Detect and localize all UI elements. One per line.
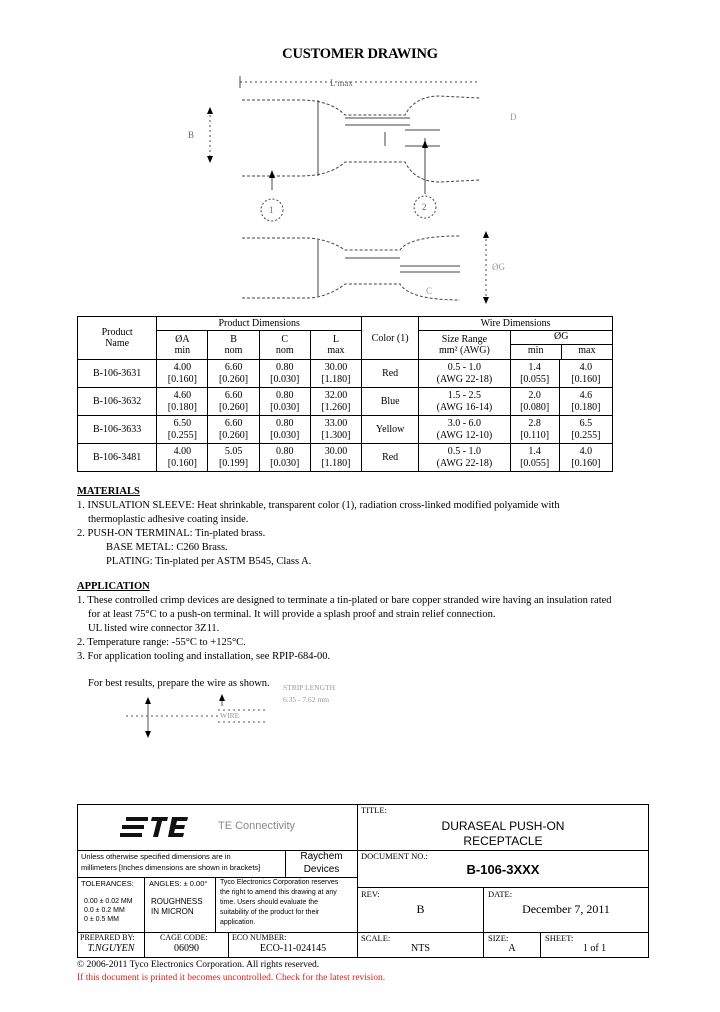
row2-awg: (AWG 16-14): [436, 401, 493, 413]
row3-name: B-106-3633: [78, 416, 157, 444]
row4-l: 30.00: [324, 445, 348, 457]
sheet-label: SHEET:: [545, 933, 574, 943]
row1-l: 30.00: [324, 361, 348, 373]
row1-c: 0.80: [276, 361, 294, 373]
application-line-4: 2. Temperature range: -55°C to +125°C.: [77, 637, 246, 648]
tolerances-label: TOLERANCES:: [81, 879, 134, 888]
row2-c-in: [0.030]: [270, 401, 300, 413]
scale-label: SCALE:: [361, 933, 391, 943]
row3-l-in: [1.300]: [321, 429, 351, 441]
title-line-1: DURASEAL PUSH-ON: [441, 819, 565, 833]
materials-line-1: 1. INSULATION SLEEVE: Heat shrinkable, transparent color (1), radiation cross-linked modified polyamide with: [77, 500, 560, 511]
rev-value: B: [416, 902, 425, 916]
dim-g-label: ØG: [492, 262, 505, 272]
row3-awg: (AWG 12-10): [436, 429, 493, 441]
row4-awg: (AWG 22-18): [436, 457, 493, 469]
row3-gmin-in: [0.110]: [520, 429, 550, 441]
dim-b-label: B: [188, 130, 195, 140]
row2-gmax-in: [0.180]: [571, 401, 601, 413]
row4-b: 5.05: [224, 445, 243, 457]
th-c-sym: C: [281, 334, 289, 345]
row4-b-in: [0.199]: [218, 457, 249, 469]
row2-size: 1.5 - 2.5: [447, 389, 482, 401]
doc-no: B-106-3XXX: [466, 862, 540, 877]
row2-c: 0.80: [276, 389, 294, 401]
row3-a-in: [0.255]: [167, 429, 197, 441]
eco-value: ECO-11-024145: [259, 943, 327, 954]
row4-size: 0.5 - 1.0: [447, 445, 482, 457]
wire-label: WIRE: [220, 711, 240, 720]
materials-line-3: 2. PUSH-ON TERMINAL: Tin-plated brass.: [77, 528, 266, 539]
dimensions-table: [77, 316, 613, 472]
th-b-unit: nom: [224, 345, 243, 356]
row1-awg: (AWG 22-18): [436, 373, 493, 385]
row3-gmax-in: [0.255]: [571, 429, 601, 441]
company-name: TE Connectivity: [218, 820, 296, 832]
eco-label: ECO NUMBER:: [232, 933, 287, 942]
row2-a-in: [0.180]: [167, 401, 197, 413]
row2-gmin-in: [0.080]: [520, 401, 550, 413]
row1-c-in: [0.030]: [270, 373, 300, 385]
row3-b-in: [0.260]: [218, 429, 249, 441]
row3-gmin: 2.8: [528, 417, 541, 429]
row4-gmax-in: [0.160]: [571, 457, 601, 469]
row3-c-in: [0.030]: [270, 429, 300, 441]
th-product-dims: Product Dimensions: [157, 317, 362, 331]
row3-a: 6.50: [173, 417, 192, 429]
dim-c-label: C: [426, 286, 433, 296]
application-line-3: UL listed wire connector 3Z11.: [88, 623, 220, 634]
th-g-min: min: [511, 345, 562, 359]
th-wire-dims: Wire Dimensions: [419, 317, 613, 331]
units-note-1: Unless otherwise specified dimensions are in: [81, 852, 231, 861]
tolerance-3: 0 ± 0.5 MM: [84, 916, 119, 923]
row1-gmax-in: [0.160]: [571, 373, 601, 385]
application-line-5: 3. For application tooling and installation, see RPIP-684-00.: [77, 651, 331, 662]
doc-no-label: DOCUMENT NO.:: [361, 851, 428, 861]
th-size-1: Size Range: [441, 334, 488, 345]
cage-value: 06090: [174, 943, 199, 954]
application-line-1: 1. These controlled crimp devices are designed to terminate a tin-plated or bare copper stranded wire having an insulation rated: [77, 595, 612, 606]
row1-a-in: [0.160]: [167, 373, 197, 385]
row2-b-in: [0.260]: [218, 401, 249, 413]
scale-value: NTS: [411, 943, 430, 954]
row4-a-in: [0.160]: [167, 457, 197, 469]
row2-l: 32.00: [324, 389, 348, 401]
row1-gmax: 4.0: [579, 361, 593, 373]
product-drawing-side: [230, 228, 510, 308]
date-label: DATE:: [488, 889, 513, 899]
strip-length-value: 6.35 - 7.62 mm: [283, 695, 330, 704]
row2-gmax: 4.6: [579, 389, 593, 401]
copyright: © 2006-2011 Tyco Electronics Corporation. All rights reserved.: [77, 960, 320, 970]
row3-c: 0.80: [276, 417, 294, 429]
row2-color: Blue: [362, 388, 419, 416]
row1-a: 4.00: [173, 361, 192, 373]
row1-b: 6.60: [224, 361, 243, 373]
prepared-label: PREPARED BY:: [80, 933, 135, 942]
page-title: CUSTOMER DRAWING: [282, 46, 438, 62]
prepared-value: T.NGUYEN: [87, 943, 135, 954]
circle-1-label: 1: [269, 205, 274, 215]
th-color: Color (1): [362, 317, 419, 360]
row4-gmin: 1.4: [528, 445, 541, 457]
rev-label: REV:: [361, 889, 380, 899]
th-a-unit: min: [174, 345, 191, 356]
th-size-2: mm² (AWG): [439, 345, 490, 356]
row1-name: B-106-3631: [78, 360, 157, 388]
dim-d-label: D: [510, 112, 517, 122]
row4-gmax: 4.0: [579, 445, 593, 457]
row1-color: Red: [362, 360, 419, 388]
row3-color: Yellow: [362, 416, 419, 444]
wire-prep-text: For best results, prepare the wire as shown.: [88, 678, 270, 689]
row4-l-in: [1.180]: [321, 457, 351, 469]
th-product-1: Product: [101, 327, 133, 338]
row1-size: 0.5 - 1.0: [447, 361, 482, 373]
uncontrolled-warning: If this document is printed it becomes uncontrolled. Check for the latest revision.: [77, 973, 386, 983]
row4-color: Red: [362, 444, 419, 472]
th-b-sym: B: [230, 334, 237, 345]
raychem-1: Raychem: [300, 851, 343, 862]
sheet-value: 1 of 1: [582, 943, 607, 954]
materials-line-5: PLATING: Tin-plated per ASTM B545, Class A.: [106, 556, 312, 567]
te-logo: [120, 815, 200, 839]
application-heading: APPLICATION: [77, 581, 150, 592]
disclaimer-4: suitability of the product for their: [220, 909, 320, 916]
row3-l: 33.00: [324, 417, 348, 429]
raychem-2: Devices: [303, 864, 340, 875]
product-drawing-top: [180, 70, 540, 230]
materials-heading: MATERIALS: [77, 486, 140, 497]
materials-line-2: thermoplastic adhesive coating inside.: [88, 514, 249, 525]
row4-c-in: [0.030]: [270, 457, 300, 469]
row3-size: 3.0 - 6.0: [447, 417, 482, 429]
row4-c: 0.80: [276, 445, 294, 457]
th-a-sym: ØA: [175, 334, 190, 345]
th-l-sym: L: [332, 334, 339, 345]
title-label: TITLE:: [361, 805, 387, 815]
angles: ANGLES: ± 0.00°: [149, 879, 208, 888]
cage-label: CAGE CODE:: [160, 933, 208, 942]
disclaimer-5: application.: [220, 919, 256, 926]
row2-l-in: [1.260]: [321, 401, 351, 413]
row3-b: 6.60: [224, 417, 243, 429]
row2-gmin: 2.0: [528, 389, 541, 401]
th-g-max: max: [578, 345, 596, 356]
row1-l-in: [1.180]: [321, 373, 351, 385]
row1-gmin-in: [0.055]: [520, 373, 550, 385]
application-line-2: for at least 75°C to a push-on terminal. It will provide a splash proof and strain relief connection.: [88, 609, 496, 620]
row4-a: 4.00: [173, 445, 192, 457]
roughness-1: ROUGHNESS: [151, 897, 203, 906]
row2-a: 4.60: [173, 389, 192, 401]
dim-l-label: L max: [330, 78, 353, 88]
row3-gmax: 6.5: [579, 417, 593, 429]
row4-gmin-in: [0.055]: [520, 457, 550, 469]
size-label: SIZE:: [488, 933, 509, 943]
row2-b: 6.60: [224, 389, 243, 401]
strip-length-label: STRIP LENGTH: [283, 683, 336, 692]
size-value: A: [508, 943, 516, 954]
row4-name: B-106-3481: [78, 444, 157, 472]
row2-name: B-106-3632: [78, 388, 157, 416]
th-g: ØG: [511, 331, 612, 345]
disclaimer-3: time. Users should evaluate the: [220, 899, 319, 906]
circle-2-label: 2: [422, 202, 427, 212]
row1-gmin: 1.4: [528, 361, 541, 373]
disclaimer-2: the right to amend this drawing at any: [220, 889, 337, 896]
wire-prep-drawing: [118, 680, 348, 750]
title-line-2: RECEPTACLE: [463, 834, 543, 848]
tolerance-1: 0.00 ± 0.02 MM: [84, 898, 133, 905]
tolerance-2: 0.0 ± 0.2 MM: [84, 907, 125, 914]
roughness-2: IN MICRON: [151, 907, 194, 916]
th-product-2: Name: [105, 338, 130, 349]
disclaimer-1: Tyco Electronics Corporation reserves: [220, 879, 339, 886]
th-l-unit: max: [327, 345, 345, 356]
units-note-2: millimeters [Inches dimensions are shown in brackets]: [81, 863, 261, 872]
materials-line-4: BASE METAL: C260 Brass.: [106, 542, 228, 553]
row1-b-in: [0.260]: [218, 373, 249, 385]
th-c-unit: nom: [275, 345, 294, 356]
date-value: December 7, 2011: [522, 902, 610, 916]
